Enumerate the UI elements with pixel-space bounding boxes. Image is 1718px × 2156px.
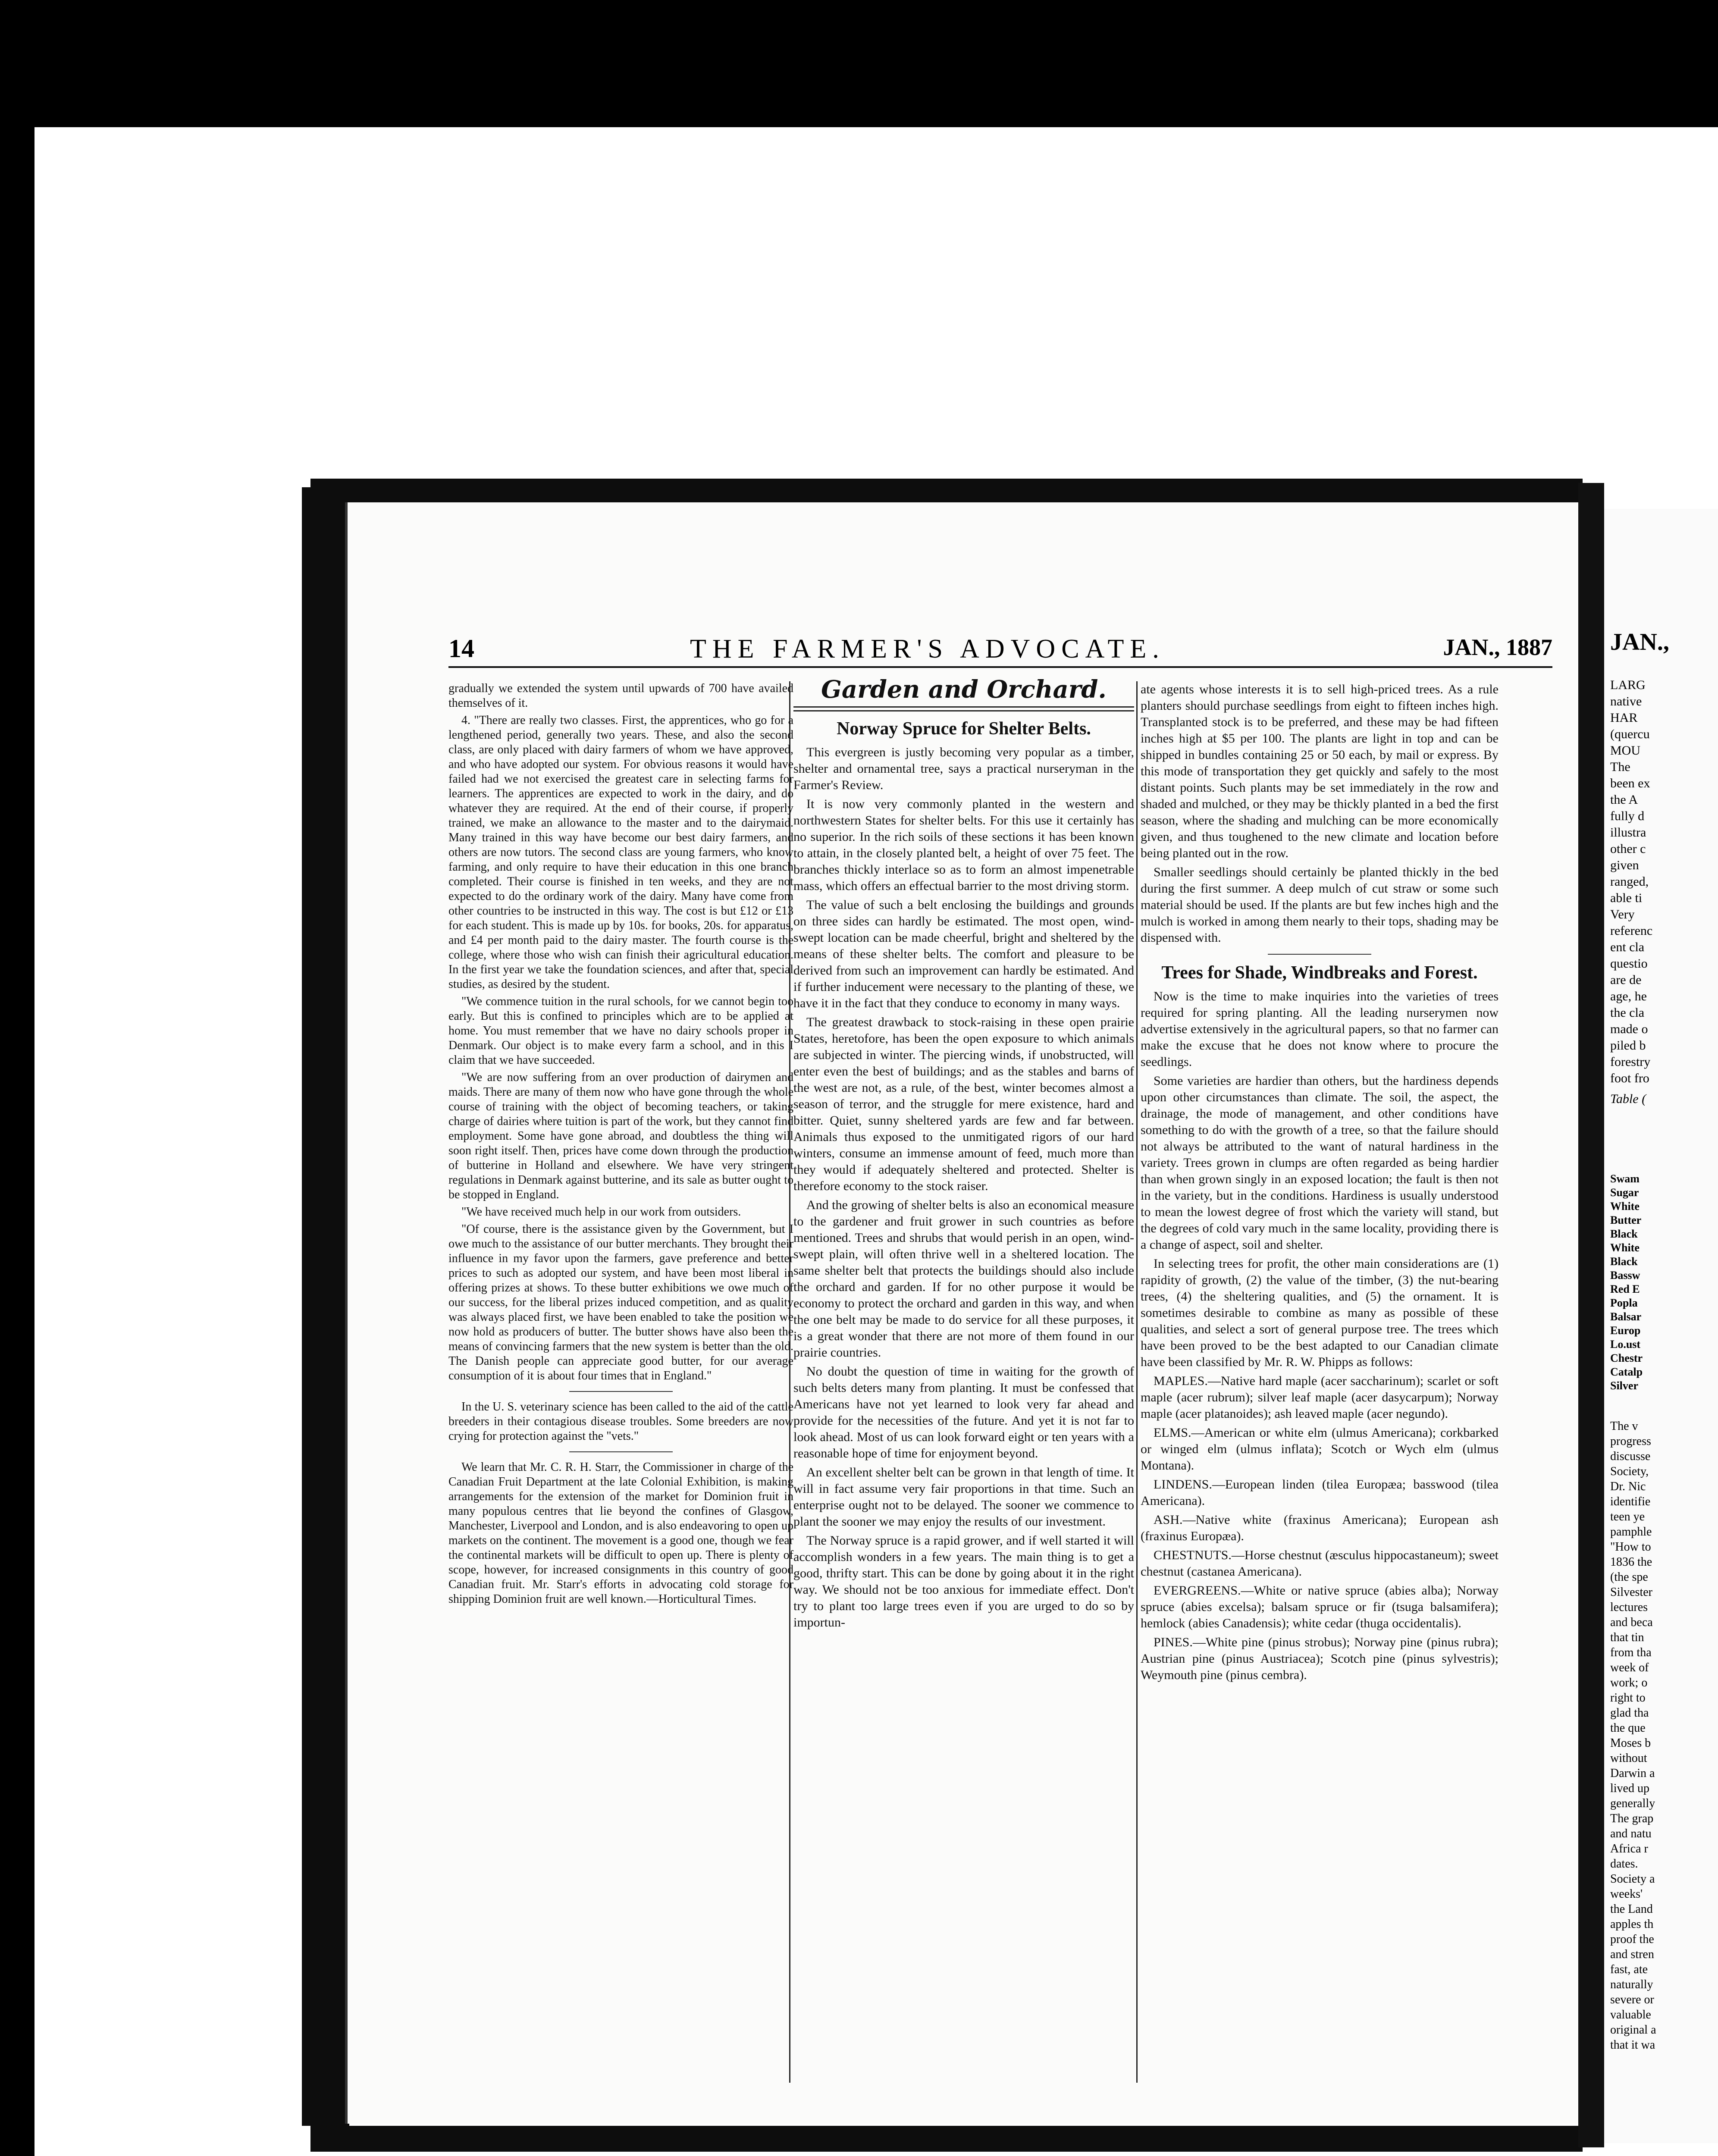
facing-page-line: other c [1610,842,1646,856]
scan-border-top [0,0,1718,127]
facing-page-line: The v [1610,1420,1638,1433]
facing-page-line: the A [1610,793,1638,807]
facing-page-line: Darwin a [1610,1767,1655,1780]
col3-paragraph: PINES.—White pine (pinus strobus); Norway pine (pinus rubra); Austrian pine (pinus Austriacea); Scotch pine (pinus sylvestris); Weymouth pine (pinus cembra). [1141,1635,1499,1682]
facing-page-line: work; o [1610,1676,1648,1689]
col3-paragraph: ASH.—Native white (fraxinus Americana); European ash (fraxinus Europæa). [1141,1513,1499,1543]
facing-page-line: White [1610,1241,1640,1254]
column-3 [1141,681,1499,1686]
col2-paragraph: An excellent shelter belt can be grown in that length of time. It will in fact assume very fair proportions in that time. Such an enterprise ought not to be delayed. The sooner we commence to plant the sooner we may enjoy the results of our investment. [793,1465,1134,1529]
col2-paragraph: And the growing of shelter belts is also an economical measure to the gardener and fruit grower in such countries as before mentioned. Trees and shrubs that would perish in an open, wind-swept plain, will often thrive well in a sheltered location. The same shelter belt that protects the buildings should also include the orchard and garden. If for no other purpose it would be economy to protect the orchard and garden in this way, and when the one belt may be made to do service for all these purposes, it is a great wonder that there are not more of them found in our prairie countries. [793,1198,1134,1360]
facing-page-line: Silver [1610,1379,1638,1392]
starr-paragraph: We learn that Mr. C. R. H. Starr, the Commissioner in charge of the Canadian Fruit Department at the late Colonial Exhibition, is making arrangements for the extension of the market for Dominion fruit in many populous centres that lie beyond the confines of Glasgow, Manchester, Liverpool and London, and is also endeavoring to open up markets on the continent. The movement is a good one, though we fear the continental markets will be difficult to open up. There is plenty of scope, however, for increased consignments in this country of good Canadian fruit. Mr. Starr's efforts in advocating cold storage for shipping Dominion fruit are well known.—Horticultural Times. [448,1460,793,1606]
facing-page-line: made o [1610,1022,1648,1036]
facing-page-line: that it wa [1610,2038,1655,2052]
facing-page-line: ranged, [1610,874,1649,889]
facing-page-line: are de [1610,973,1642,987]
facing-page-line: Very [1610,907,1635,921]
facing-page-line: Silvester [1610,1586,1652,1599]
facing-page-line: foot fro [1610,1071,1649,1085]
facing-page-line: given [1610,858,1639,872]
facing-page-line: Catalp [1610,1366,1643,1378]
page-number: 14 [448,634,474,663]
facing-page-line: Black [1610,1255,1638,1268]
facing-page-line: right to [1610,1691,1646,1705]
column-divider-2 [1136,681,1138,2083]
facing-page-line: fully d [1610,809,1645,823]
article-divider [1268,954,1371,955]
col2-paragraph: The Norway spruce is a rapid grower, and if well started it will accomplish wonders in a few years. The main thing is to get a good, thrifty start. This can be done by going about it in the right way. We should not be too anxious for immediate effect. Don't try to plant too large trees even if you are urged to do so by importun- [793,1533,1134,1630]
col1-paragraph: gradually we extended the system until upwards of 700 have availed themselves of it. [448,682,793,710]
facing-page-line: Table ( [1610,1092,1646,1106]
facing-page-line: week of [1610,1661,1649,1674]
facing-page-line: Black [1610,1228,1638,1240]
facing-page-line: severe or [1610,1993,1654,2006]
col3-paragraph: Some varieties are hardier than others, but the hardiness depends upon other circumstances than climate. The soil, the aspect, the drainage, the mode of management, and other conditions have something to do with the growth of a tree, so that the failure should not always be attributed to the want of natural hardiness in the variety. Trees grown in clumps are often regarded as being hardier than when grown singly in an exposed location; the fault is then not in the variety, but in the conditions. Hardiness is usually understood to mean the lowest degree of frost which the variety will stand, but the degrees of cold vary much in the same locality, providing there is a change of aspect, soil and shelter. [1141,1074,1499,1252]
scan-border-left [0,0,34,2156]
facing-page-line: original a [1610,2023,1656,2037]
col2-paragraph: It is now very commonly planted in the western and northwestern States for shelter belts. For this use it certainly has no superior. In the rich soils of these sections it has been known to attain, in the closely planted belt, a height of over 75 feet. The branches thickly interlace so as to form an almost impenetrable mass, which offers an effectual barrier to the most driving storm. [793,797,1134,893]
col3-paragraph: CHESTNUTS.—Horse chestnut (æsculus hippocastaneum); sweet chestnut (castanea Americana). [1141,1548,1499,1579]
column-2 [793,675,1134,1633]
facing-page [1604,509,1718,2143]
facing-page-line: Moses b [1610,1736,1651,1750]
facing-page-line: The grap [1610,1812,1654,1825]
facing-page-line: (quercu [1610,727,1650,741]
facing-page-line: ent cla [1610,940,1645,954]
page-header [448,634,1552,664]
facing-page-line: able ti [1610,891,1643,905]
col2-paragraph: No doubt the question of time in waiting for the growth of such belts deters many from planting. It must be confessed that Americans have not yet learned to look very far ahead and provide for the necessities of the future. And yet it is not far to look ahead. Most of us can look forward eight or ten years with a reasonable hope of time for enjoyment beyond. [793,1364,1134,1460]
facing-page-line: naturally [1610,1978,1653,1991]
facing-page-line: valuable [1610,2008,1651,2021]
facing-page-line: referenc [1610,924,1653,938]
col3-paragraph: In selecting trees for profit, the other main considerations are (1) rapidity of growth, (2) the value of the timber, (3) the nut-bearing trees, (4) the sheltering qualities, and (5) the ornament. It is sometimes desirable to combine as many as possible of these qualities, and select a sort of general purpose tree. The trees which have been proved to be the best adapted to our Canadian climate have been classified by Mr. R. W. Phipps as follows: [1141,1257,1499,1369]
col3-paragraph: ate agents whose interests it is to sell high-priced trees. As a rule planters should purchase seedlings from eight to fifteen inches high. Transplanted stock is to be preferred, and these may be had fifteen inches high at $5 per 100. The plants are light in top and can be shipped in bundles containing 25 or 50 each, by mail or express. By this mode of transportation they get quickly and safely to the most distant points. Such plants may be set immediately in the row and shaded and mulched, or they may be thickly planted in a bed the first season, where the shading and mulching can be more economically given, and thus toughened to the new climate and location before being planted out in the row. [1141,682,1499,860]
facing-page-line: the que [1610,1721,1646,1735]
facing-page-line: Europ [1610,1324,1641,1337]
facing-page-line: Sugar [1610,1186,1639,1199]
facing-page-line: dates. [1610,1857,1638,1871]
facing-page-line: and natu [1610,1827,1652,1840]
book-edge-top [310,479,1583,505]
issue-date: JAN., 1887 [1443,634,1552,660]
facing-page-line: the Land [1610,1902,1653,1916]
facing-page-line: Balsar [1610,1310,1642,1323]
book-edge-bottom [310,2126,1583,2152]
facing-page-line: White [1610,1200,1640,1213]
facing-page-line: Society a [1610,1872,1655,1886]
facing-page-line: and beca [1610,1616,1653,1629]
facing-page-line: Popla [1610,1297,1638,1309]
facing-page-line: Bassw [1610,1269,1640,1282]
facing-page-line: Society, [1610,1465,1649,1478]
article-title: Trees for Shade, Windbreaks and Forest. [1161,963,1478,983]
facing-page-line: fast, ate [1610,1963,1648,1976]
facing-page-line: illustra [1610,825,1646,840]
col3-paragraph: Smaller seedlings should certainly be planted thickly in the bed during the first summer. A deep mulch of cut straw or some such material should be used. If the plants are but few inches high and the mulch is worked in among them nearly to their tops, shading may be dispensed with. [1141,865,1499,945]
col2-paragraph: The value of such a belt enclosing the buildings and grounds on three sides can hardly be estimated. The most open, wind-swept location can be made cheerful, bright and sheltered by the means of these shelter belts. The comfort and pleasure to be derived from such an improvement can hardly be estimated. And if further inducement were necessary to the planting of these, we have it in the fact that they conduce to economy in many ways. [793,898,1134,1010]
col3-paragraph: EVERGREENS.—White or native spruce (abies alba); Norway spruce (abies excelsa); balsam spruce or fir (tsuga balsamifera); hemlock (abies Canadensis); white cedar (thuga occidentalis). [1141,1583,1499,1630]
article-divider [569,1391,673,1392]
facing-page-line: lived up [1610,1782,1649,1795]
facing-page-line: without [1610,1752,1647,1765]
col1-paragraph: 4. "There are really two classes. First, the apprentices, who go for a lengthened period, generally two years. These, and also the second class, are only placed with dairy farmers of whom we have approved, and who have adopted our system. For obvious reasons it would have failed had we not exercised the greatest care in selecting farms for learners. The apprentices are expected to work in the dairy, and do whatever they are required. At the end of their course, if properly trained, we make an allowance to the master and to the dairymaid. Many trained in this way have become our best dairy farmers, and others are now tutors. The second class are young farmers, who know farming, and only require to have their education in this one branch completed. Their course is finished in ten weeks, and they are not expected to do the ordinary work of the dairy. Many have come from other countries to be instructed in this way. The cost is but £12 or £13 for each student. This is made up by 10s. for books, 20s. for apparatus, and £4 per month paid to the dairy master. The fourth course is the college, where those who wish can finish their agricultural education. In the first year we take the foundation sciences, and after that, special studies, as desired by the student. [448,714,793,991]
facing-page-line: apples th [1610,1918,1654,1931]
facing-page-line: Lo.ust [1610,1338,1641,1351]
facing-page-line: pamphle [1610,1525,1652,1539]
facing-page-line: Red E [1610,1283,1640,1295]
article-title: Norway Spruce for Shelter Belts. [837,719,1091,739]
facing-page-line: from tha [1610,1646,1652,1659]
facing-page-line: been ex [1610,776,1650,790]
facing-page-line: the cla [1610,1006,1645,1020]
facing-page-line: teen ye [1610,1510,1645,1523]
facing-page-line: MOU [1610,743,1641,758]
book-gutter [1578,483,1604,2147]
facing-page-line [1610,1393,1718,1419]
col1-paragraph: "We are now suffering from an over production of dairymen and maids. There are many of them now who have gone through the whole course of training with the object of becoming teachers, or taking charge of dairies where tuition is part of the work, but they cannot find employment. Some have gone abroad, and doubtless the thing will soon right itself. Then, prices have come down through the production of butterine in Holland and elsewhere. We have very stringent regulations in Denmark against butterine, and its sale as butter ought to be stopped in England. [448,1071,793,1201]
article-divider [569,1451,673,1452]
facing-page-line: (the spe [1610,1570,1648,1584]
col3-paragraph: ELMS.—American or white elm (ulmus Americana); corkbarked or winged elm (ulmus inflata); Scotch or Wych elm (ulmus Montana). [1141,1426,1499,1473]
facing-page-line: Swam [1610,1172,1640,1185]
col2-paragraph: This evergreen is justly becoming very popular as a timber, shelter and ornamental tree, says a practical nurseryman in the Farmer's Review. [793,745,1134,792]
facing-page-line: progress [1610,1435,1651,1448]
facing-page-line: LARG [1610,678,1646,692]
column-1 [448,681,793,1609]
facing-page-line: native [1610,694,1642,708]
facing-page-line: lectures [1610,1601,1648,1614]
facing-page-line: proof the [1610,1933,1654,1946]
facing-page-line: glad tha [1610,1706,1649,1720]
facing-page-line: generally [1610,1797,1655,1810]
header-rule [448,666,1552,668]
section-heading: Garden and Orchard. [821,675,1107,704]
facing-page-line: discusse [1610,1450,1651,1463]
facing-page-line: The [1610,760,1630,774]
facing-page-line: age, he [1610,989,1647,1003]
facing-page-line: piled b [1610,1038,1646,1053]
col1-paragraph: "We have received much help in our work from outsiders. [461,1205,741,1219]
facing-page-line: forestry [1610,1055,1651,1069]
facing-page-text [1610,677,1718,2053]
facing-page-line: questio [1610,956,1648,971]
facing-page-line: and stren [1610,1948,1654,1961]
facing-page-line: weeks' [1610,1887,1643,1901]
facing-page-line: Chestr [1610,1352,1643,1364]
facing-page-line: Africa r [1610,1842,1648,1855]
col1-paragraph: "Of course, there is the assistance given by the Government, but I owe much to the assistance of our butter merchants. They brought their influence in my favor upon the farmers, gave preference and better prices to such as adopted our system, and have been most liberal in offering prizes at shows. To these butter exhibitions we owe much of our success, for the liberal prizes induced competition, and as quality was always placed first, we have been enabled to take the position we now hold as producers of butter. The butter shows have also been the means of convincing farmers that the new system is better than the old. The Danish people can appreciate good butter, for our average consumption of it is about four times that in England." [448,1222,793,1382]
facing-page-header: JAN., [1610,629,1669,655]
facing-page-line: Butter [1610,1214,1642,1226]
facing-page-line: Dr. Nic [1610,1480,1646,1493]
col3-paragraph: LINDENS.—European linden (tilea Europæa; basswood (tilea Americana). [1141,1477,1499,1508]
facing-page-line: identifie [1610,1495,1651,1508]
facing-page-line: "How to [1610,1540,1651,1554]
masthead-title: THE FARMER'S ADVOCATE. [690,634,1165,664]
facing-page-line: HAR [1610,711,1638,725]
vets-paragraph: In the U. S. veterinary science has been called to the aid of the cattle breeders in their contagious disease troubles. Some breeders are now crying for protection against the "vets." [448,1400,793,1443]
section-rule [793,706,1134,711]
col3-paragraph: MAPLES.—Native hard maple (acer saccharinum); scarlet or soft maple (acer rubrum); silver leaf maple (acer dasycarpum); Norway maple (acer platanoides); ash leaved maple (acer negundo). [1141,1374,1499,1421]
col3-paragraph: Now is the time to make inquiries into the varieties of trees required for spring planting. All the leading nurserymen now advertise extensively in the agricultural papers, so that no farmer can make the excuse that he does not know where to procure the seedlings. [1141,989,1499,1069]
facing-page-line: that tin [1610,1631,1644,1644]
col2-paragraph: The greatest drawback to stock-raising in these open prairie States, heretofore, has been the open exposure to which animals are subjected in winter. The piercing winds, if unobstructed, will enter even the best of buildings; and as the stables and barns of the west are not, as a rule, of the best, winter becomes almost a season of terror, and the struggle for mere existence, hard and bitter. Quiet, sunny sheltered yards are few and far between. Animals thus exposed to the unmitigated rigors of our hard winters, consume an immense amount of feed, much more than they would if adequately sheltered and protected. Shelter is therefore economy to the stock raiser. [793,1015,1134,1193]
facing-page-line: 1836 the [1610,1555,1652,1569]
col1-paragraph: "We commence tuition in the rural schools, for we cannot begin too early. But this is confined to principles which are to be applied at home. You must remember that we have no dairy schools proper in Denmark. Our object is to make every farm a school, and in this I claim that we have succeeded. [448,995,793,1067]
book-edge-left [302,487,349,2126]
